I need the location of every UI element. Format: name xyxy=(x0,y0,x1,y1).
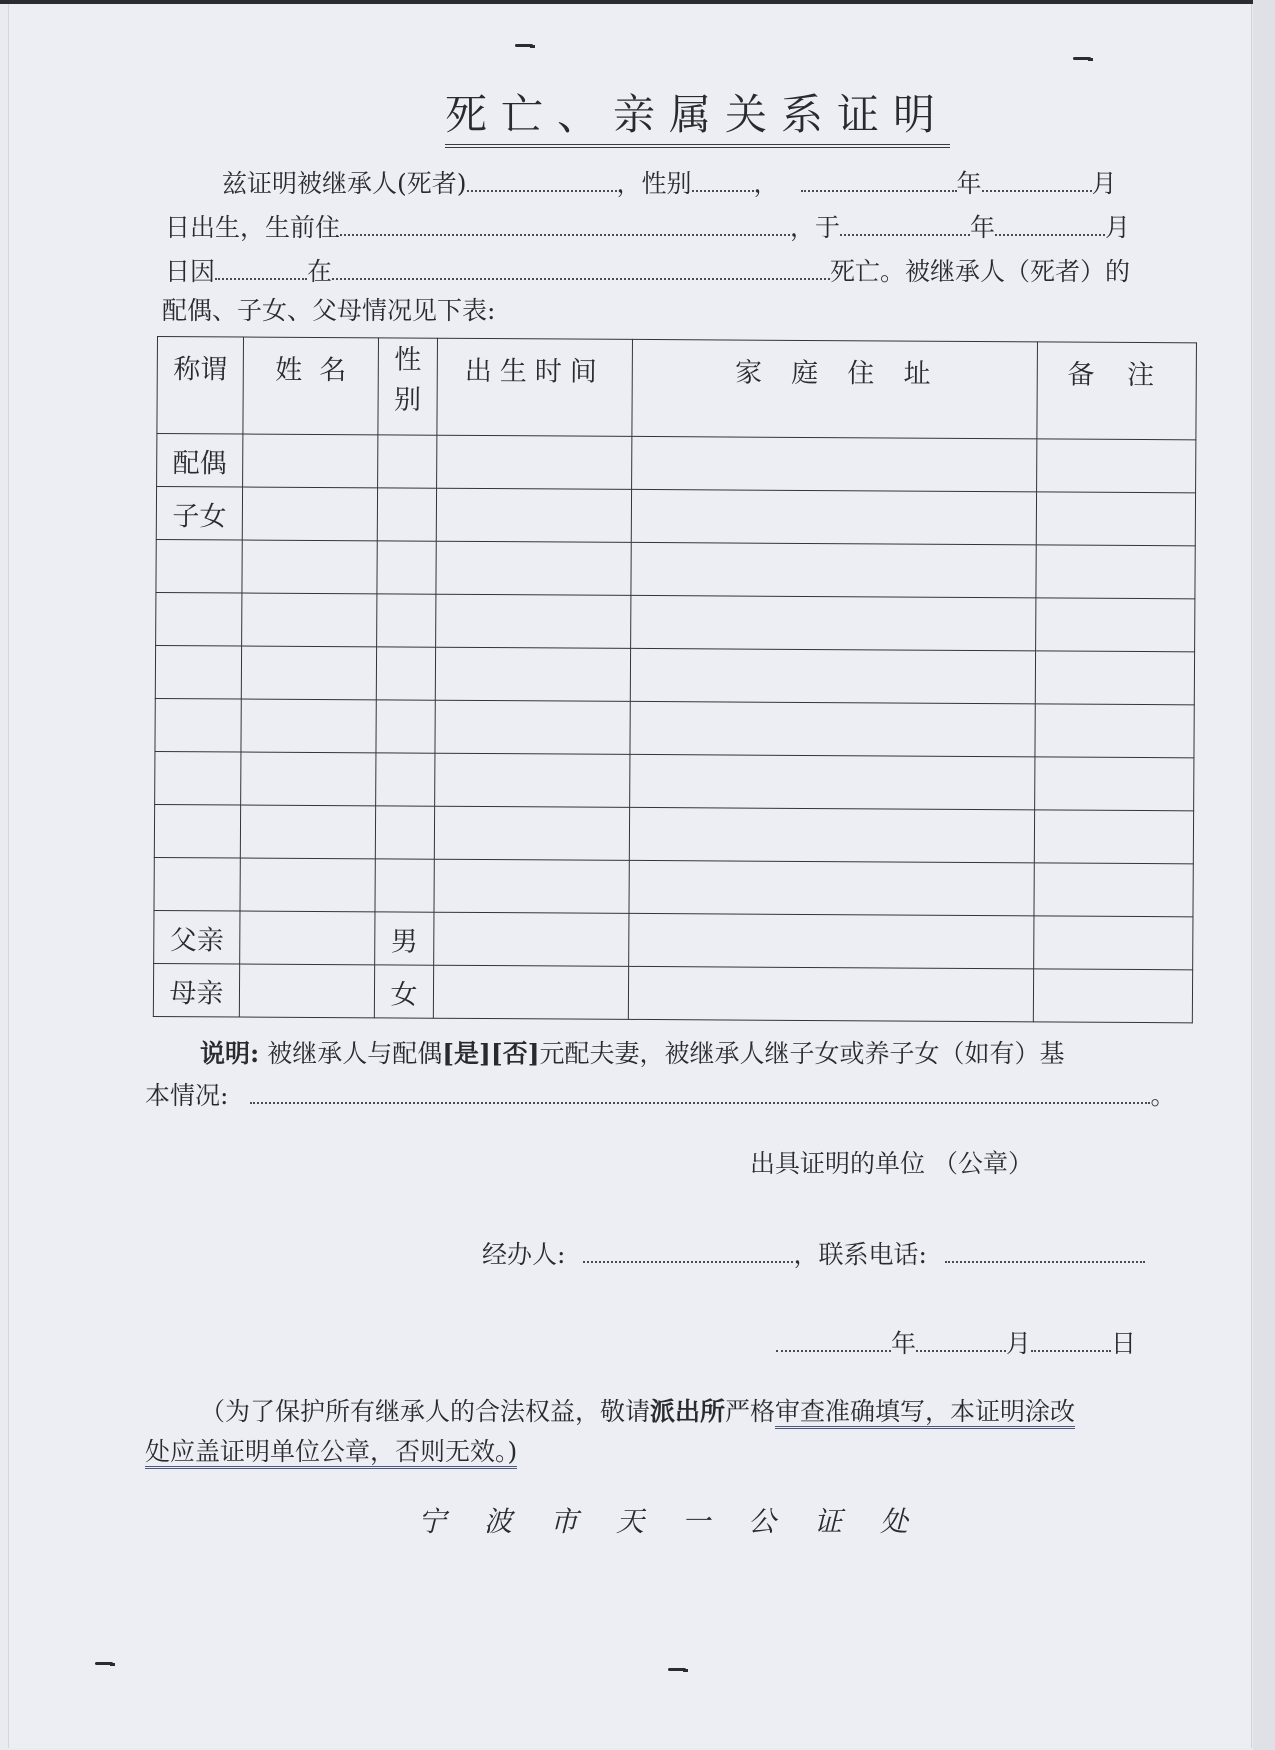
remarks-cell[interactable] xyxy=(1037,439,1196,493)
address-cell[interactable] xyxy=(629,807,1034,862)
relatives-table xyxy=(153,336,1197,1023)
intro-line-4: 配偶、子女、父母情况见下表: xyxy=(162,296,496,325)
birth-cell[interactable] xyxy=(436,488,631,542)
explanation-line-2: 本情况: 。 xyxy=(145,1081,1176,1110)
name-cell[interactable] xyxy=(240,858,375,912)
date-line: 年 月 日 xyxy=(776,1324,1136,1360)
birth-cell[interactable] xyxy=(435,647,630,701)
name-cell[interactable] xyxy=(240,805,375,859)
name-cell[interactable] xyxy=(242,593,377,647)
date-day-field[interactable] xyxy=(1031,1328,1111,1352)
gender-cell: 女 xyxy=(374,965,433,1018)
name-cell[interactable] xyxy=(240,911,375,965)
header-name: 姓 名 xyxy=(243,337,379,435)
explanation-label: 说明: xyxy=(200,1039,260,1068)
address-cell[interactable] xyxy=(632,436,1037,491)
address-cell[interactable] xyxy=(631,542,1036,597)
gender-field[interactable] xyxy=(692,168,754,192)
table-row xyxy=(154,804,1193,863)
table-row xyxy=(156,539,1195,598)
name-cell[interactable] xyxy=(241,646,376,700)
death-day-cause-field[interactable] xyxy=(215,256,307,280)
date-year-field[interactable] xyxy=(776,1328,891,1352)
header-relation: 称谓 xyxy=(157,337,244,435)
birth-cell[interactable] xyxy=(437,435,632,489)
name-cell[interactable] xyxy=(239,964,374,1018)
address-cell[interactable] xyxy=(630,701,1035,756)
birth-cell[interactable] xyxy=(435,700,630,754)
gender-cell[interactable] xyxy=(376,753,435,806)
name-cell[interactable] xyxy=(243,434,378,488)
table-row: 配偶 xyxy=(157,434,1196,493)
registration-mark-icon xyxy=(668,1668,686,1671)
address-cell[interactable] xyxy=(629,913,1034,968)
birth-cell[interactable] xyxy=(436,594,631,648)
deceased-name-field[interactable] xyxy=(467,168,617,192)
table-row xyxy=(155,698,1194,757)
gender-cell[interactable] xyxy=(375,806,434,859)
name-cell[interactable] xyxy=(242,540,377,594)
table-row xyxy=(156,592,1195,651)
remarks-cell[interactable] xyxy=(1035,651,1194,705)
name-cell[interactable] xyxy=(241,752,376,806)
registration-mark-icon xyxy=(1073,57,1091,60)
table-row xyxy=(155,751,1194,810)
gender-cell[interactable] xyxy=(376,647,435,700)
intro-line-2: 日出生，生前住 ，于 年 月 xyxy=(165,213,1131,242)
gender-cell[interactable] xyxy=(377,594,436,647)
gender-cell[interactable] xyxy=(378,435,437,488)
remarks-cell[interactable] xyxy=(1033,969,1192,1023)
option-no[interactable]: [否] xyxy=(490,1039,540,1068)
header-gender: 性 别 xyxy=(378,338,438,435)
notary-office-name: 宁波市天一公证处 xyxy=(418,1505,947,1538)
intro-line-3: 日因 在 死亡。被继承人（死者）的 xyxy=(165,257,1131,286)
handler-field[interactable] xyxy=(583,1239,793,1263)
registration-mark-icon xyxy=(95,1662,113,1665)
birth-cell[interactable] xyxy=(434,806,629,860)
remarks-cell[interactable] xyxy=(1035,757,1194,811)
birth-cell[interactable] xyxy=(434,912,629,966)
remarks-cell[interactable] xyxy=(1036,598,1195,652)
scan-edge-top xyxy=(0,0,1275,4)
address-cell[interactable] xyxy=(629,860,1034,915)
table-row xyxy=(155,645,1194,704)
header-birth: 出生时间 xyxy=(437,338,633,436)
issuer-label: 出具证明的单位 （公章） xyxy=(750,1149,1033,1178)
birth-cell[interactable] xyxy=(433,965,628,1019)
birth-cell[interactable] xyxy=(436,541,631,595)
remarks-cell[interactable] xyxy=(1035,704,1194,758)
header-address: 家 庭 住 址 xyxy=(632,339,1038,438)
footnote-line-2: 处应盖证明单位公章，否则无效。) xyxy=(145,1432,517,1468)
address-cell[interactable] xyxy=(631,489,1036,544)
address-cell[interactable] xyxy=(630,754,1035,809)
scan-edge-right xyxy=(1253,0,1275,1750)
table-row: 子女 xyxy=(156,487,1195,546)
death-month-field[interactable] xyxy=(995,212,1105,236)
address-cell[interactable] xyxy=(631,595,1036,650)
birth-cell[interactable] xyxy=(435,753,630,807)
intro-prefix: 兹证明被继承人(死者) xyxy=(222,169,467,198)
birth-year-field[interactable] xyxy=(801,168,957,192)
birth-month-field[interactable] xyxy=(982,168,1092,192)
residence-field[interactable] xyxy=(340,212,790,236)
gender-cell[interactable] xyxy=(377,541,436,594)
table-row: 父亲 男 xyxy=(154,910,1193,969)
remarks-cell[interactable] xyxy=(1034,810,1193,864)
remarks-cell[interactable] xyxy=(1036,545,1195,599)
gender-cell[interactable] xyxy=(375,859,434,912)
gender-cell[interactable] xyxy=(376,700,435,753)
gender-cell: 男 xyxy=(375,912,434,965)
table-header-row xyxy=(157,337,1197,440)
name-cell[interactable] xyxy=(242,487,377,541)
header-remarks: 备 注 xyxy=(1037,342,1197,440)
handler-line: 经办人: ，联系电话: xyxy=(482,1235,1145,1271)
phone-field[interactable] xyxy=(945,1239,1145,1263)
address-cell[interactable] xyxy=(630,648,1035,703)
death-place-field[interactable] xyxy=(332,256,830,280)
date-month-field[interactable] xyxy=(916,1328,1006,1352)
address-cell[interactable] xyxy=(628,966,1033,1021)
step-adopted-children-field[interactable] xyxy=(250,1080,1150,1104)
remarks-cell[interactable] xyxy=(1034,916,1193,970)
option-yes[interactable]: [是] xyxy=(442,1039,491,1068)
intro-line-1: 兹证明被继承人(死者) ，性别 ， 年 月 xyxy=(222,169,1117,198)
footnote-line-1: （为了保护所有继承人的合法权益，敬请派出所严格审查准确填写，本证明涂改 xyxy=(200,1392,1075,1428)
name-cell[interactable] xyxy=(241,699,376,753)
document-title: 死亡、亲属关系证明 xyxy=(445,82,950,148)
gender-cell[interactable] xyxy=(377,488,436,541)
explanation-line-1: 说明: 被继承人与配偶[是][否]元配夫妻，被继承人继子女或养子女（如有）基 xyxy=(200,1039,1065,1068)
table-row: 母亲 女 xyxy=(153,963,1192,1022)
death-year-field[interactable] xyxy=(840,212,970,236)
registration-mark-icon xyxy=(515,44,533,47)
remarks-cell[interactable] xyxy=(1034,863,1193,917)
remarks-cell[interactable] xyxy=(1036,492,1195,546)
table-row xyxy=(154,857,1193,916)
birth-cell[interactable] xyxy=(434,859,629,913)
